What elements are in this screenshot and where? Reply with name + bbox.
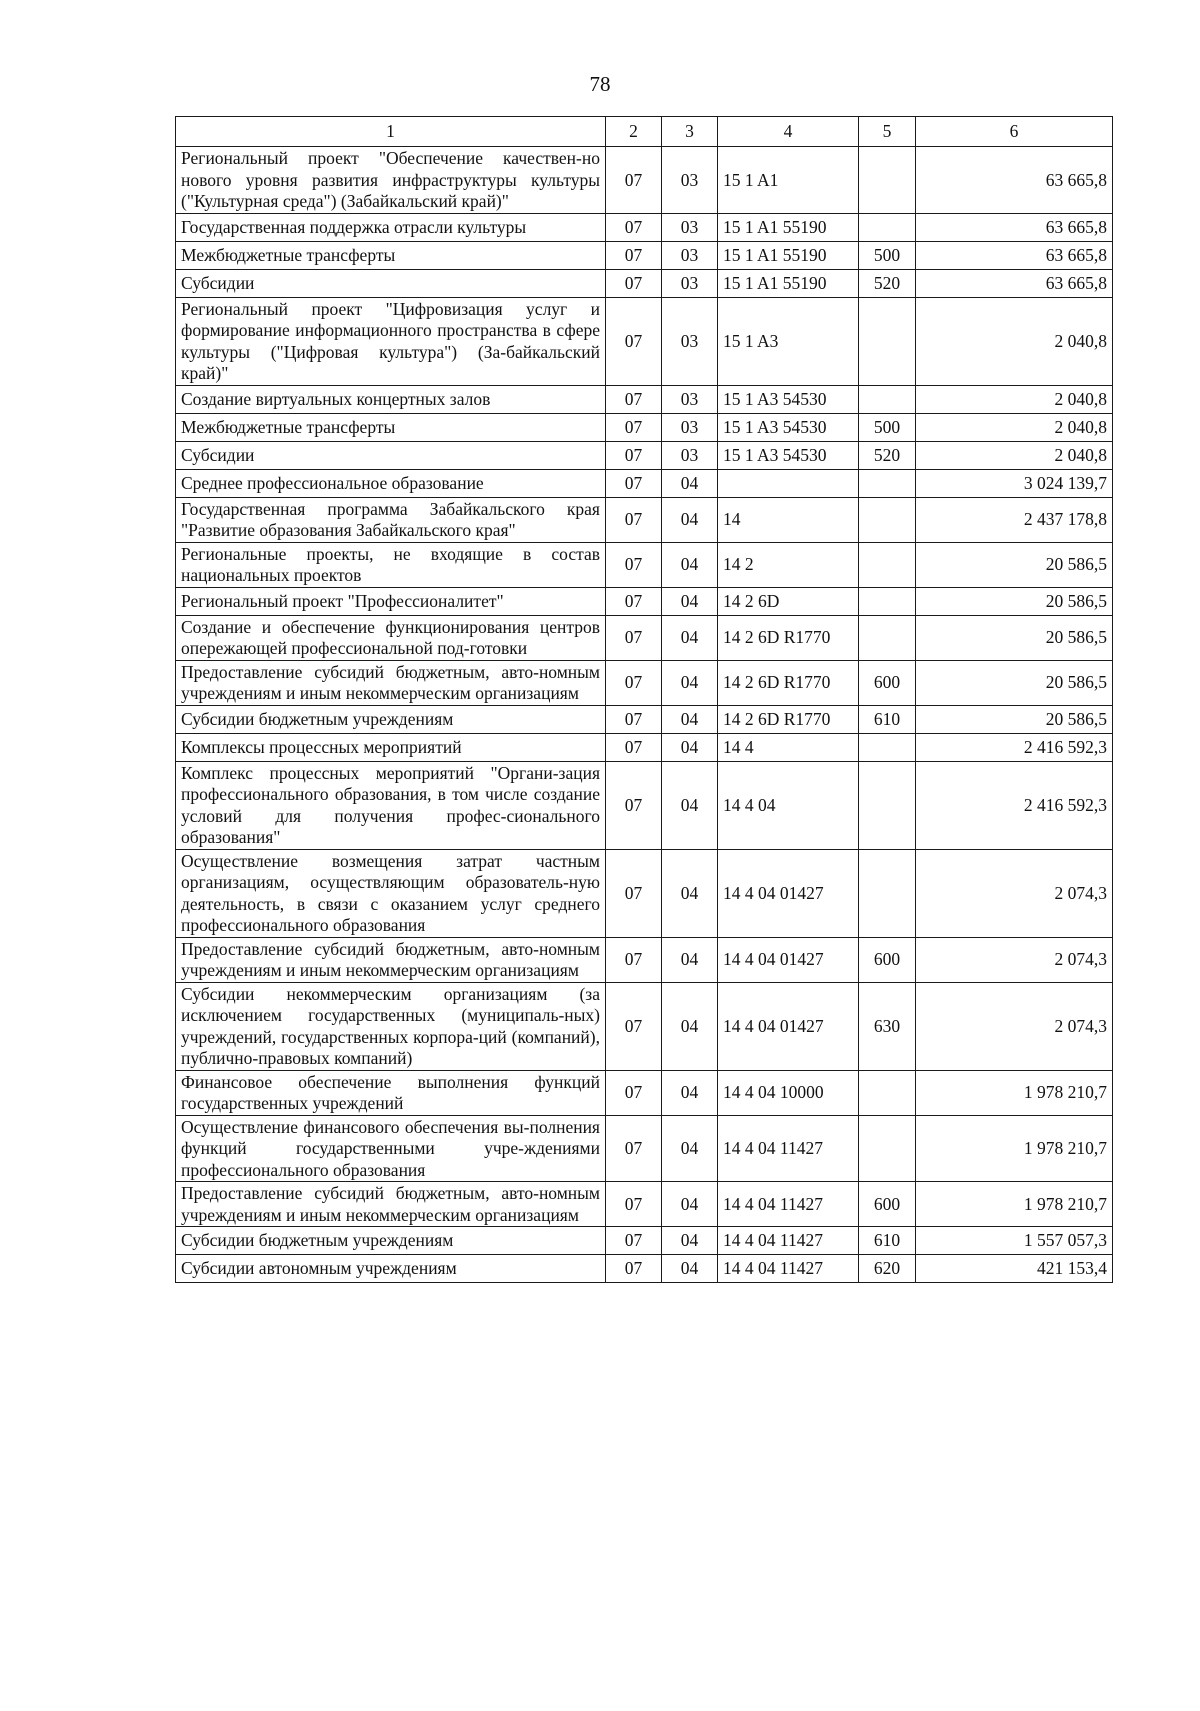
row-amount: 2 437 178,8 xyxy=(916,497,1113,542)
row-expense-type: 520 xyxy=(859,269,916,297)
row-subsection: 03 xyxy=(662,241,718,269)
row-subsection: 03 xyxy=(662,147,718,214)
row-expense-type xyxy=(859,297,916,385)
row-section: 07 xyxy=(606,1227,662,1255)
row-name: Региональные проекты, не входящие в состав национальных проектов xyxy=(176,542,606,587)
row-name: Межбюджетные трансферты xyxy=(176,413,606,441)
row-expense-type xyxy=(859,615,916,660)
row-expense-type xyxy=(859,849,916,937)
row-subsection: 04 xyxy=(662,1115,718,1182)
row-amount: 63 665,8 xyxy=(916,147,1113,214)
row-target-article: 14 2 6D R1770 xyxy=(718,660,859,705)
row-amount: 1 557 057,3 xyxy=(916,1227,1113,1255)
row-name: Предоставление субсидий бюджетным, авто-номным учреждениям и иным некоммерческим организациям xyxy=(176,1182,606,1227)
row-target-article: 14 4 04 01427 xyxy=(718,937,859,982)
table-row xyxy=(176,385,1113,413)
row-amount: 63 665,8 xyxy=(916,241,1113,269)
row-amount: 2 074,3 xyxy=(916,937,1113,982)
row-section: 07 xyxy=(606,241,662,269)
row-amount: 20 586,5 xyxy=(916,542,1113,587)
row-target-article: 14 2 6D xyxy=(718,587,859,615)
column-header: 1 xyxy=(176,117,606,147)
table-row xyxy=(176,937,1113,982)
budget-table xyxy=(175,116,1113,1283)
column-header: 6 xyxy=(916,117,1113,147)
row-amount: 1 978 210,7 xyxy=(916,1115,1113,1182)
row-name: Региональный проект "Обеспечение качествен-но нового уровня развития инфраструктуры культуры ("Культурная среда") (Забайкальский край)" xyxy=(176,147,606,214)
row-section: 07 xyxy=(606,937,662,982)
row-name: Государственная программа Забайкальского края "Развитие образования Забайкальского края" xyxy=(176,497,606,542)
row-target-article: 14 2 6D R1770 xyxy=(718,705,859,733)
row-subsection: 04 xyxy=(662,1227,718,1255)
row-name: Субсидии xyxy=(176,441,606,469)
table-row xyxy=(176,441,1113,469)
row-expense-type: 620 xyxy=(859,1255,916,1283)
row-target-article: 14 4 04 11427 xyxy=(718,1255,859,1283)
row-section: 07 xyxy=(606,1255,662,1283)
row-target-article: 15 1 A3 54530 xyxy=(718,385,859,413)
row-section: 07 xyxy=(606,297,662,385)
row-target-article: 15 1 A1 55190 xyxy=(718,213,859,241)
row-section: 07 xyxy=(606,441,662,469)
row-subsection: 03 xyxy=(662,269,718,297)
row-name: Предоставление субсидий бюджетным, авто-номным учреждениям и иным некоммерческим организациям xyxy=(176,660,606,705)
row-subsection: 04 xyxy=(662,937,718,982)
column-header: 4 xyxy=(718,117,859,147)
row-amount: 20 586,5 xyxy=(916,615,1113,660)
row-target-article: 15 1 A1 55190 xyxy=(718,241,859,269)
row-target-article: 14 4 xyxy=(718,733,859,761)
table-row xyxy=(176,705,1113,733)
row-expense-type xyxy=(859,385,916,413)
table-row xyxy=(176,660,1113,705)
row-target-article: 14 4 04 11427 xyxy=(718,1182,859,1227)
table-row xyxy=(176,269,1113,297)
row-target-article xyxy=(718,469,859,497)
row-subsection: 03 xyxy=(662,297,718,385)
row-subsection: 04 xyxy=(662,1070,718,1115)
row-section: 07 xyxy=(606,615,662,660)
row-subsection: 04 xyxy=(662,1255,718,1283)
row-section: 07 xyxy=(606,660,662,705)
row-expense-type: 520 xyxy=(859,441,916,469)
column-header: 2 xyxy=(606,117,662,147)
row-subsection: 04 xyxy=(662,982,718,1070)
row-amount: 2 040,8 xyxy=(916,441,1113,469)
row-expense-type xyxy=(859,497,916,542)
table-row xyxy=(176,469,1113,497)
table-row xyxy=(176,497,1113,542)
table-row xyxy=(176,587,1113,615)
row-expense-type: 610 xyxy=(859,1227,916,1255)
row-target-article: 14 4 04 11427 xyxy=(718,1115,859,1182)
row-subsection: 04 xyxy=(662,849,718,937)
table-row xyxy=(176,413,1113,441)
row-expense-type xyxy=(859,1115,916,1182)
row-subsection: 03 xyxy=(662,213,718,241)
row-subsection: 04 xyxy=(662,615,718,660)
row-section: 07 xyxy=(606,413,662,441)
row-amount: 2 074,3 xyxy=(916,849,1113,937)
row-amount: 63 665,8 xyxy=(916,269,1113,297)
row-name: Среднее профессиональное образование xyxy=(176,469,606,497)
row-expense-type xyxy=(859,147,916,214)
row-amount: 2 074,3 xyxy=(916,982,1113,1070)
row-amount: 1 978 210,7 xyxy=(916,1182,1113,1227)
row-expense-type: 630 xyxy=(859,982,916,1070)
row-name: Создание виртуальных концертных залов xyxy=(176,385,606,413)
row-section: 07 xyxy=(606,733,662,761)
row-name: Субсидии xyxy=(176,269,606,297)
row-amount: 20 586,5 xyxy=(916,587,1113,615)
row-expense-type: 600 xyxy=(859,1182,916,1227)
table-row xyxy=(176,297,1113,385)
row-amount: 3 024 139,7 xyxy=(916,469,1113,497)
table-row xyxy=(176,241,1113,269)
table-row xyxy=(176,542,1113,587)
row-subsection: 03 xyxy=(662,441,718,469)
row-name: Субсидии бюджетным учреждениям xyxy=(176,705,606,733)
row-section: 07 xyxy=(606,1115,662,1182)
row-subsection: 04 xyxy=(662,761,718,849)
table-header-row xyxy=(176,117,1113,147)
row-target-article: 14 2 6D R1770 xyxy=(718,615,859,660)
row-subsection: 04 xyxy=(662,1182,718,1227)
row-subsection: 03 xyxy=(662,385,718,413)
row-amount: 2 040,8 xyxy=(916,385,1113,413)
row-target-article: 14 4 04 10000 xyxy=(718,1070,859,1115)
row-target-article: 15 1 A1 55190 xyxy=(718,269,859,297)
row-section: 07 xyxy=(606,497,662,542)
row-subsection: 04 xyxy=(662,542,718,587)
row-name: Осуществление возмещения затрат частным организациям, осуществляющим образователь-ную деятельность, в связи с оказанием услуг среднего профессионального образования xyxy=(176,849,606,937)
row-name: Региональный проект "Профессионалитет" xyxy=(176,587,606,615)
table-body xyxy=(176,147,1113,1283)
row-expense-type xyxy=(859,213,916,241)
row-section: 07 xyxy=(606,1070,662,1115)
row-subsection: 04 xyxy=(662,497,718,542)
table-row xyxy=(176,982,1113,1070)
row-section: 07 xyxy=(606,849,662,937)
row-expense-type xyxy=(859,542,916,587)
row-target-article: 14 xyxy=(718,497,859,542)
row-subsection: 04 xyxy=(662,733,718,761)
row-target-article: 15 1 A3 54530 xyxy=(718,441,859,469)
row-amount: 2 416 592,3 xyxy=(916,761,1113,849)
row-section: 07 xyxy=(606,705,662,733)
table-row xyxy=(176,615,1113,660)
column-header: 3 xyxy=(662,117,718,147)
row-section: 07 xyxy=(606,982,662,1070)
row-section: 07 xyxy=(606,147,662,214)
row-expense-type xyxy=(859,469,916,497)
table-row xyxy=(176,761,1113,849)
row-name: Субсидии бюджетным учреждениям xyxy=(176,1227,606,1255)
page-number: 78 xyxy=(589,72,611,96)
row-name: Межбюджетные трансферты xyxy=(176,241,606,269)
row-name: Финансовое обеспечение выполнения функций государственных учреждений xyxy=(176,1070,606,1115)
row-amount: 2 416 592,3 xyxy=(916,733,1113,761)
table-row xyxy=(176,733,1113,761)
row-expense-type xyxy=(859,733,916,761)
row-section: 07 xyxy=(606,542,662,587)
row-target-article: 14 2 xyxy=(718,542,859,587)
row-amount: 1 978 210,7 xyxy=(916,1070,1113,1115)
row-amount: 20 586,5 xyxy=(916,660,1113,705)
row-name: Субсидии некоммерческим организациям (за исключением государственных (муниципаль-ных) учреждений, государственных корпора-ций (компаний), публично-правовых компаний) xyxy=(176,982,606,1070)
row-section: 07 xyxy=(606,1182,662,1227)
table-row xyxy=(176,1182,1113,1227)
row-subsection: 04 xyxy=(662,587,718,615)
row-expense-type xyxy=(859,1070,916,1115)
row-subsection: 04 xyxy=(662,660,718,705)
column-header: 5 xyxy=(859,117,916,147)
row-name: Комплекс процессных мероприятий "Органи-зация профессионального образования, в том числе создание условий для получения профес-сионального образования" xyxy=(176,761,606,849)
row-expense-type xyxy=(859,761,916,849)
row-name: Государственная поддержка отрасли культуры xyxy=(176,213,606,241)
row-expense-type: 610 xyxy=(859,705,916,733)
row-target-article: 14 4 04 11427 xyxy=(718,1227,859,1255)
row-section: 07 xyxy=(606,269,662,297)
row-amount: 2 040,8 xyxy=(916,297,1113,385)
row-amount: 63 665,8 xyxy=(916,213,1113,241)
row-expense-type: 600 xyxy=(859,660,916,705)
row-name: Создание и обеспечение функционирования центров опережающей профессиональной под-готовки xyxy=(176,615,606,660)
row-expense-type xyxy=(859,587,916,615)
row-name: Региональный проект "Цифровизация услуг и формирование информационного пространства в сфере культуры ("Цифровая культура") (За-байкальский край)" xyxy=(176,297,606,385)
table-row xyxy=(176,213,1113,241)
row-name: Субсидии автономным учреждениям xyxy=(176,1255,606,1283)
row-name: Комплексы процессных мероприятий xyxy=(176,733,606,761)
row-section: 07 xyxy=(606,761,662,849)
row-section: 07 xyxy=(606,469,662,497)
row-subsection: 04 xyxy=(662,705,718,733)
table-row xyxy=(176,1115,1113,1182)
row-target-article: 15 1 A1 xyxy=(718,147,859,214)
row-target-article: 15 1 A3 54530 xyxy=(718,413,859,441)
row-section: 07 xyxy=(606,587,662,615)
row-expense-type: 500 xyxy=(859,413,916,441)
row-amount: 20 586,5 xyxy=(916,705,1113,733)
row-section: 07 xyxy=(606,385,662,413)
table-row xyxy=(176,147,1113,214)
row-amount: 421 153,4 xyxy=(916,1255,1113,1283)
row-target-article: 15 1 A3 xyxy=(718,297,859,385)
table-row xyxy=(176,1255,1113,1283)
row-name: Осуществление финансового обеспечения вы-полнения функций государственными учре-ждениями профессионального образования xyxy=(176,1115,606,1182)
row-expense-type: 500 xyxy=(859,241,916,269)
row-expense-type: 600 xyxy=(859,937,916,982)
row-section: 07 xyxy=(606,213,662,241)
row-subsection: 04 xyxy=(662,469,718,497)
row-amount: 2 040,8 xyxy=(916,413,1113,441)
row-name: Предоставление субсидий бюджетным, авто-номным учреждениям и иным некоммерческим организациям xyxy=(176,937,606,982)
row-target-article: 14 4 04 xyxy=(718,761,859,849)
table-row xyxy=(176,1227,1113,1255)
row-target-article: 14 4 04 01427 xyxy=(718,849,859,937)
row-target-article: 14 4 04 01427 xyxy=(718,982,859,1070)
table-row xyxy=(176,849,1113,937)
row-subsection: 03 xyxy=(662,413,718,441)
table-row xyxy=(176,1070,1113,1115)
